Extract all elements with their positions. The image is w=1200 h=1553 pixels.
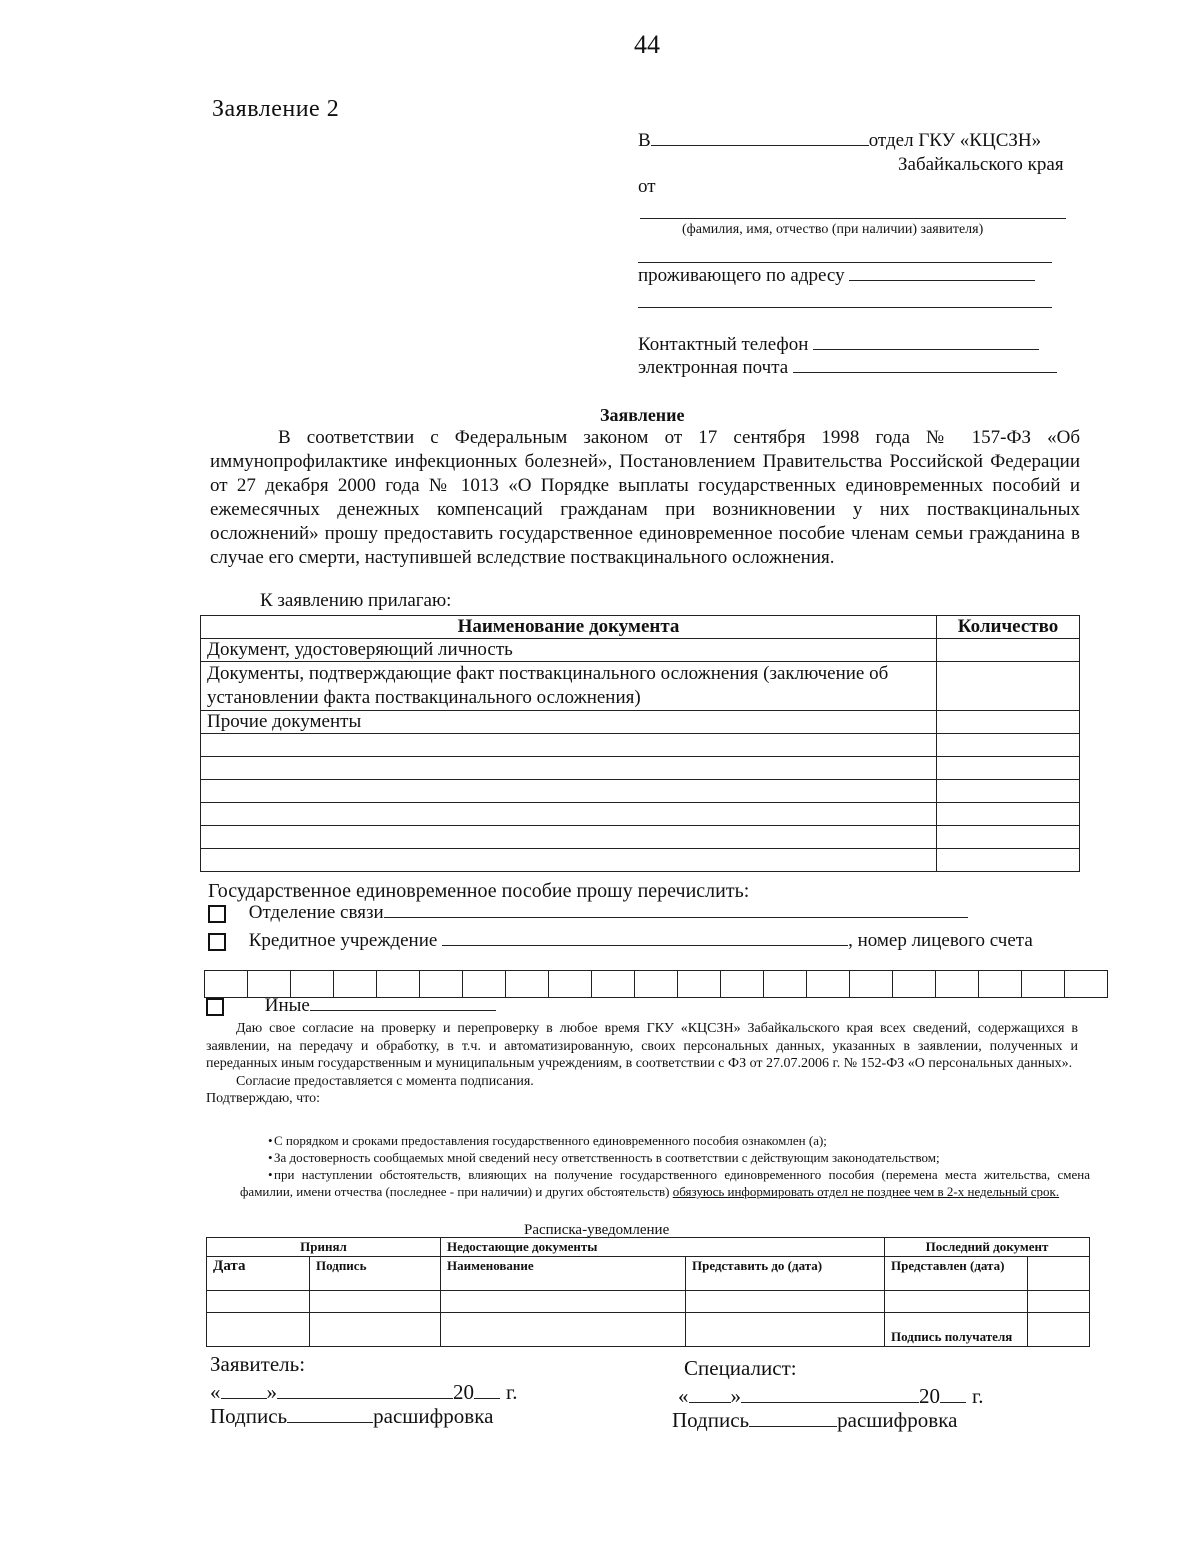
- applicant-label: Заявитель:: [210, 1352, 306, 1376]
- table-row: [201, 711, 1080, 734]
- table-row: [201, 639, 1080, 662]
- address-line: [638, 265, 1035, 287]
- blank-cell[interactable]: [201, 734, 937, 757]
- account-label: , номер лицевого счета: [848, 930, 1033, 951]
- month-field[interactable]: [741, 1402, 919, 1403]
- address-label: проживающего по адресу: [638, 265, 845, 286]
- year-field[interactable]: [940, 1402, 966, 1403]
- quantity-cell[interactable]: [937, 711, 1080, 734]
- document-row-1: Документ, удостоверяющий личность: [201, 639, 937, 662]
- signature-label: Подпись: [210, 1404, 288, 1428]
- quantity-cell[interactable]: [937, 662, 1080, 711]
- year-prefix: 20: [919, 1384, 940, 1408]
- bank-checkbox[interactable]: [208, 933, 226, 951]
- table-row: [201, 803, 1080, 826]
- table-row: [201, 849, 1080, 872]
- to-prefix: В: [638, 130, 651, 151]
- blank-cell[interactable]: [1028, 1291, 1090, 1313]
- day-field[interactable]: [689, 1402, 731, 1403]
- statement-title: Заявление: [600, 405, 685, 425]
- list-item: [240, 1166, 1090, 1200]
- table-row: [207, 1313, 1090, 1347]
- table-row: [207, 1291, 1090, 1313]
- attach-label: К заявлению прилагаю:: [260, 590, 452, 611]
- date-cell[interactable]: [207, 1313, 310, 1347]
- quote-open: «: [210, 1380, 221, 1404]
- year-suffix: г.: [972, 1384, 984, 1408]
- blank-cell[interactable]: [885, 1291, 1028, 1313]
- post-checkbox[interactable]: [208, 905, 226, 923]
- receipt-table: [206, 1237, 1090, 1347]
- account-number-grid[interactable]: [204, 970, 1108, 998]
- applicant-signature-line: [210, 1404, 493, 1429]
- fio-hint: (фамилия, имя, отчество (при наличии) заявителя): [682, 222, 984, 237]
- quote-open: «: [678, 1384, 689, 1408]
- year-suffix: г.: [506, 1380, 518, 1404]
- document-row-2: Документы, подтверждающие факт поствакцинального осложнения (заключение об установлении факта поствакцинального осложнения): [201, 662, 937, 711]
- table-row: [201, 780, 1080, 803]
- consent-block: [206, 1020, 1078, 1108]
- name-cell[interactable]: [441, 1313, 686, 1347]
- document-label: Заявление 2: [212, 96, 340, 122]
- signature-cell[interactable]: [310, 1313, 441, 1347]
- table-row: [207, 1238, 1090, 1257]
- blank-cell[interactable]: [201, 849, 937, 872]
- name-cell[interactable]: [441, 1291, 686, 1313]
- submit-by-header: Представить до (дата): [686, 1257, 885, 1291]
- submit-by-cell[interactable]: [686, 1313, 885, 1347]
- confirm-list: [240, 1132, 1090, 1200]
- obligation-text: при наступлении обстоятельств, влияющих на получение государственного единовременного пособия (перемена места жительства, смена фамилии, имени отчества (последнее - при наличии) и других обстоятельств): [240, 1167, 1090, 1199]
- quantity-cell[interactable]: [937, 803, 1080, 826]
- quantity-cell[interactable]: [937, 639, 1080, 662]
- other-option: [206, 995, 496, 1017]
- col-document-name: Наименование документа: [201, 616, 937, 639]
- table-row: [201, 826, 1080, 849]
- email-label: электронная почта: [638, 357, 789, 378]
- table-row: [201, 734, 1080, 757]
- submitted-header: Представлен (дата): [885, 1257, 1028, 1291]
- quote-close: »: [266, 1380, 277, 1404]
- applicant-date: [210, 1380, 518, 1405]
- address-field-2[interactable]: [638, 307, 1052, 308]
- from-label: от: [638, 176, 656, 197]
- quote-close: »: [730, 1384, 741, 1408]
- obligation-deadline: обязуюсь информировать отдел не позднее чем в 2-х недельный срок.: [672, 1184, 1060, 1199]
- decode-label: расшифровка: [837, 1408, 958, 1432]
- list-item: • За достоверность сообщаемых мной сведений несу ответственность в соответствии с действующим законодательством;: [240, 1149, 1090, 1166]
- receipt-title: Расписка-уведомление: [524, 1222, 670, 1238]
- to-suffix: отдел ГКУ «КЦСЗН»: [868, 130, 1042, 151]
- table-row: [207, 1257, 1090, 1291]
- other-field[interactable]: [310, 1010, 496, 1011]
- department-field[interactable]: [651, 145, 869, 146]
- phone-field[interactable]: [813, 349, 1039, 350]
- confirm-label: Подтверждаю, что:: [206, 1091, 321, 1106]
- bank-label: Кредитное учреждение: [248, 930, 438, 951]
- quantity-cell[interactable]: [937, 757, 1080, 780]
- month-field[interactable]: [277, 1398, 453, 1399]
- phone-line: [638, 334, 1039, 356]
- quantity-cell[interactable]: [937, 780, 1080, 803]
- address-field[interactable]: [849, 280, 1035, 281]
- fio-field-2[interactable]: [638, 262, 1052, 263]
- bank-option: [208, 930, 1033, 952]
- accepted-header: Принял: [207, 1238, 441, 1257]
- recipient-sign-header: Подпись получателя: [885, 1313, 1028, 1347]
- year-field[interactable]: [474, 1398, 500, 1399]
- submitted-value[interactable]: [1028, 1257, 1090, 1291]
- consent-text: Даю свое согласие на проверку и перепроверку в любое время ГКУ «КЦСЗН» Забайкальского края всех сведений, содержащихся в заявлении, на передачу и обработку, в т.ч. и автоматизированную, своих персональных данных, указанных в заявлении, полученных и переданных иным государственным и муниципальным учреждениям, в соответствии с ФЗ от 27.07.2006 г. № 152-ФЗ «О персональных данных».: [206, 1021, 1078, 1071]
- specialist-date: [678, 1384, 984, 1409]
- blank-cell[interactable]: [201, 803, 937, 826]
- missing-header: Недостающие документы: [441, 1238, 885, 1257]
- statement-body: [210, 426, 1080, 570]
- blank-cell[interactable]: [201, 826, 937, 849]
- post-field[interactable]: [384, 917, 968, 918]
- signature-header: Подпись: [310, 1257, 441, 1291]
- email-field[interactable]: [793, 372, 1057, 373]
- day-field[interactable]: [221, 1398, 267, 1399]
- fio-field[interactable]: [640, 218, 1066, 219]
- decode-label: расшифровка: [373, 1404, 494, 1428]
- post-label: Отделение связи: [248, 902, 384, 923]
- signature-field[interactable]: [749, 1426, 837, 1427]
- addressee-line: [638, 130, 1041, 152]
- recipient-sign-cell[interactable]: [1028, 1313, 1090, 1347]
- quantity-cell[interactable]: [937, 826, 1080, 849]
- document-row-3: Прочие документы: [201, 711, 937, 734]
- region-label: Забайкальского края: [898, 154, 1064, 175]
- blank-cell[interactable]: [201, 780, 937, 803]
- year-prefix: 20: [453, 1380, 474, 1404]
- date-cell[interactable]: [207, 1291, 310, 1313]
- table-header-row: [201, 616, 1080, 639]
- email-line: [638, 357, 1057, 379]
- date-header: Дата: [207, 1257, 310, 1291]
- signature-label: Подпись: [672, 1408, 750, 1432]
- last-doc-header: Последний документ: [885, 1238, 1090, 1257]
- signature-cell[interactable]: [310, 1291, 441, 1313]
- quantity-cell[interactable]: [937, 849, 1080, 872]
- payment-label: Государственное единовременное пособие прошу перечислить:: [208, 880, 750, 902]
- other-checkbox[interactable]: [206, 998, 224, 1016]
- other-label: Иные: [264, 995, 310, 1016]
- quantity-cell[interactable]: [937, 734, 1080, 757]
- page-number: 44: [634, 30, 660, 59]
- specialist-label: Специалист:: [684, 1356, 797, 1380]
- phone-label: Контактный телефон: [638, 334, 809, 355]
- documents-table: [200, 615, 1080, 872]
- post-option: [208, 902, 968, 924]
- consent-start: Согласие предоставляется с момента подписания.: [236, 1073, 534, 1089]
- list-item: • С порядком и сроками предоставления государственного единовременного пособия ознакомлен (а);: [240, 1132, 1090, 1149]
- bank-field[interactable]: [442, 945, 848, 946]
- table-row: [201, 662, 1080, 711]
- statement-text: В соответствии с Федеральным законом от 17 сентября 1998 года № 157-ФЗ «Об иммунопрофилактике инфекционных болезней», Постановлением Правительства Российской Федерации от 27 декабря 2000 года № 1013 «О Порядке выплаты государственных единовременных пособий и ежемесячных денежных компенсаций гражданам при возникновении у них поствакцинальных осложнений» прошу предоставить государственное единовременное пособие членам семьи гражданина в случае его смерти, наступившей вследствие поствакцинального осложнения.: [210, 427, 1080, 568]
- col-quantity: Количество: [937, 616, 1080, 639]
- specialist-signature-line: [672, 1408, 957, 1433]
- table-row: [201, 757, 1080, 780]
- submit-by-cell[interactable]: [686, 1291, 885, 1313]
- signature-field[interactable]: [287, 1422, 373, 1423]
- blank-cell[interactable]: [201, 757, 937, 780]
- name-header: Наименование: [441, 1257, 686, 1291]
